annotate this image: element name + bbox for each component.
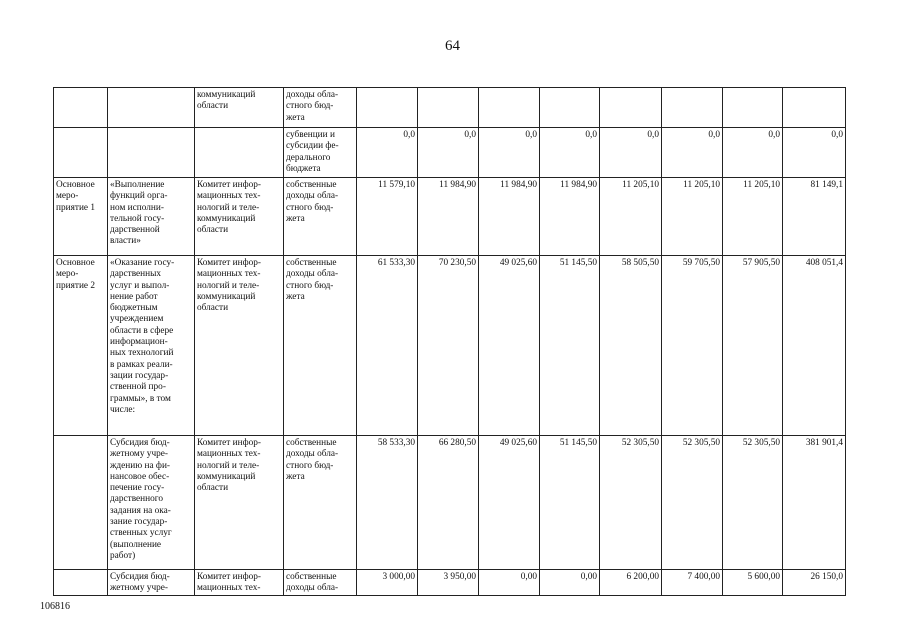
year-3-cell: 11 984,90 [479, 178, 540, 256]
footer-code: 106816 [40, 601, 70, 612]
year-1-cell: 58 533,30 [357, 436, 418, 570]
executor-cell: Комитет инфор- мационных тех- нологий и теле- коммуникаций области [195, 178, 284, 256]
source-cell: собственные доходы обла- стного бюд- жета [284, 178, 357, 256]
total-cell: 0,0 [783, 128, 846, 178]
budget-table [53, 87, 846, 596]
year-5-cell: 52 305,50 [600, 436, 662, 570]
year-3-cell: 0,00 [479, 570, 540, 596]
description-cell [108, 88, 195, 128]
year-3-cell: 49 025,60 [479, 436, 540, 570]
year-1-cell [357, 88, 418, 128]
year-6-cell: 52 305,50 [662, 436, 723, 570]
year-2-cell: 66 280,50 [418, 436, 479, 570]
year-2-cell: 11 984,90 [418, 178, 479, 256]
executor-cell: Комитет инфор- мационных тех- нологий и теле- коммуникаций области [195, 256, 284, 436]
year-5-cell: 58 505,50 [600, 256, 662, 436]
year-4-cell: 11 984,90 [540, 178, 600, 256]
description-cell: «Выполнение функций орга- ном исполни- тельной госу- дарственной власти» [108, 178, 195, 256]
table-row [54, 128, 846, 178]
source-cell: субвенции и субсидии фе- дерального бюджета [284, 128, 357, 178]
year-2-cell: 70 230,50 [418, 256, 479, 436]
year-4-cell: 0,00 [540, 570, 600, 596]
year-7-cell [723, 88, 783, 128]
year-4-cell [540, 88, 600, 128]
year-2-cell: 3 950,00 [418, 570, 479, 596]
total-cell: 26 150,0 [783, 570, 846, 596]
year-5-cell: 6 200,00 [600, 570, 662, 596]
source-cell: собственные доходы обла- стного бюд- жета [284, 436, 357, 570]
description-cell: Субсидия бюд- жетному учре- ждению на фи- нансовое обес- печение госу- дарственного задания на ока- зание государ- ственных услуг (выполнение работ) [108, 436, 195, 570]
event-cell [54, 88, 108, 128]
executor-cell: Комитет инфор- мационных тех- нологий и теле- коммуникаций области [195, 436, 284, 570]
year-6-cell: 11 205,10 [662, 178, 723, 256]
source-cell: собственные доходы обла- [284, 570, 357, 596]
event-cell: Основное меро- приятие 1 [54, 178, 108, 256]
table-row [54, 88, 846, 128]
year-7-cell: 0,0 [723, 128, 783, 178]
event-cell: Основное меро- приятие 2 [54, 256, 108, 436]
table-row [54, 256, 846, 436]
year-3-cell [479, 88, 540, 128]
year-6-cell: 59 705,50 [662, 256, 723, 436]
year-5-cell: 11 205,10 [600, 178, 662, 256]
year-6-cell: 0,0 [662, 128, 723, 178]
table-row [54, 570, 846, 596]
year-6-cell [662, 88, 723, 128]
total-cell: 381 901,4 [783, 436, 846, 570]
year-3-cell: 49 025,60 [479, 256, 540, 436]
year-1-cell: 3 000,00 [357, 570, 418, 596]
table-body [54, 88, 846, 596]
executor-cell: Комитет инфор- мационных тех- [195, 570, 284, 596]
description-cell: Субсидия бюд- жетному учре- [108, 570, 195, 596]
source-cell: доходы обла- стного бюд- жета [284, 88, 357, 128]
year-7-cell: 11 205,10 [723, 178, 783, 256]
year-1-cell: 0,0 [357, 128, 418, 178]
year-3-cell: 0,0 [479, 128, 540, 178]
total-cell: 81 149,1 [783, 178, 846, 256]
executor-cell: коммуникаций области [195, 88, 284, 128]
executor-cell [195, 128, 284, 178]
year-6-cell: 7 400,00 [662, 570, 723, 596]
year-4-cell: 51 145,50 [540, 436, 600, 570]
description-cell [108, 128, 195, 178]
year-4-cell: 0,0 [540, 128, 600, 178]
description-cell: «Оказание госу- дарственных услуг и выпол- нение работ бюджетным учреждением области в сфере информацион- ных технологий в рамках реали- зации государ- ственной про- граммы», в том числе: [108, 256, 195, 436]
total-cell: 408 051,4 [783, 256, 846, 436]
event-cell [54, 128, 108, 178]
event-cell [54, 436, 108, 570]
source-cell: собственные доходы обла- стного бюд- жета [284, 256, 357, 436]
year-5-cell: 0,0 [600, 128, 662, 178]
year-5-cell [600, 88, 662, 128]
year-7-cell: 5 600,00 [723, 570, 783, 596]
year-2-cell: 0,0 [418, 128, 479, 178]
year-2-cell [418, 88, 479, 128]
table-row [54, 436, 846, 570]
year-1-cell: 11 579,10 [357, 178, 418, 256]
total-cell [783, 88, 846, 128]
event-cell [54, 570, 108, 596]
page-number: 64 [445, 38, 460, 54]
year-7-cell: 52 305,50 [723, 436, 783, 570]
table-row [54, 178, 846, 256]
year-1-cell: 61 533,30 [357, 256, 418, 436]
year-4-cell: 51 145,50 [540, 256, 600, 436]
year-7-cell: 57 905,50 [723, 256, 783, 436]
